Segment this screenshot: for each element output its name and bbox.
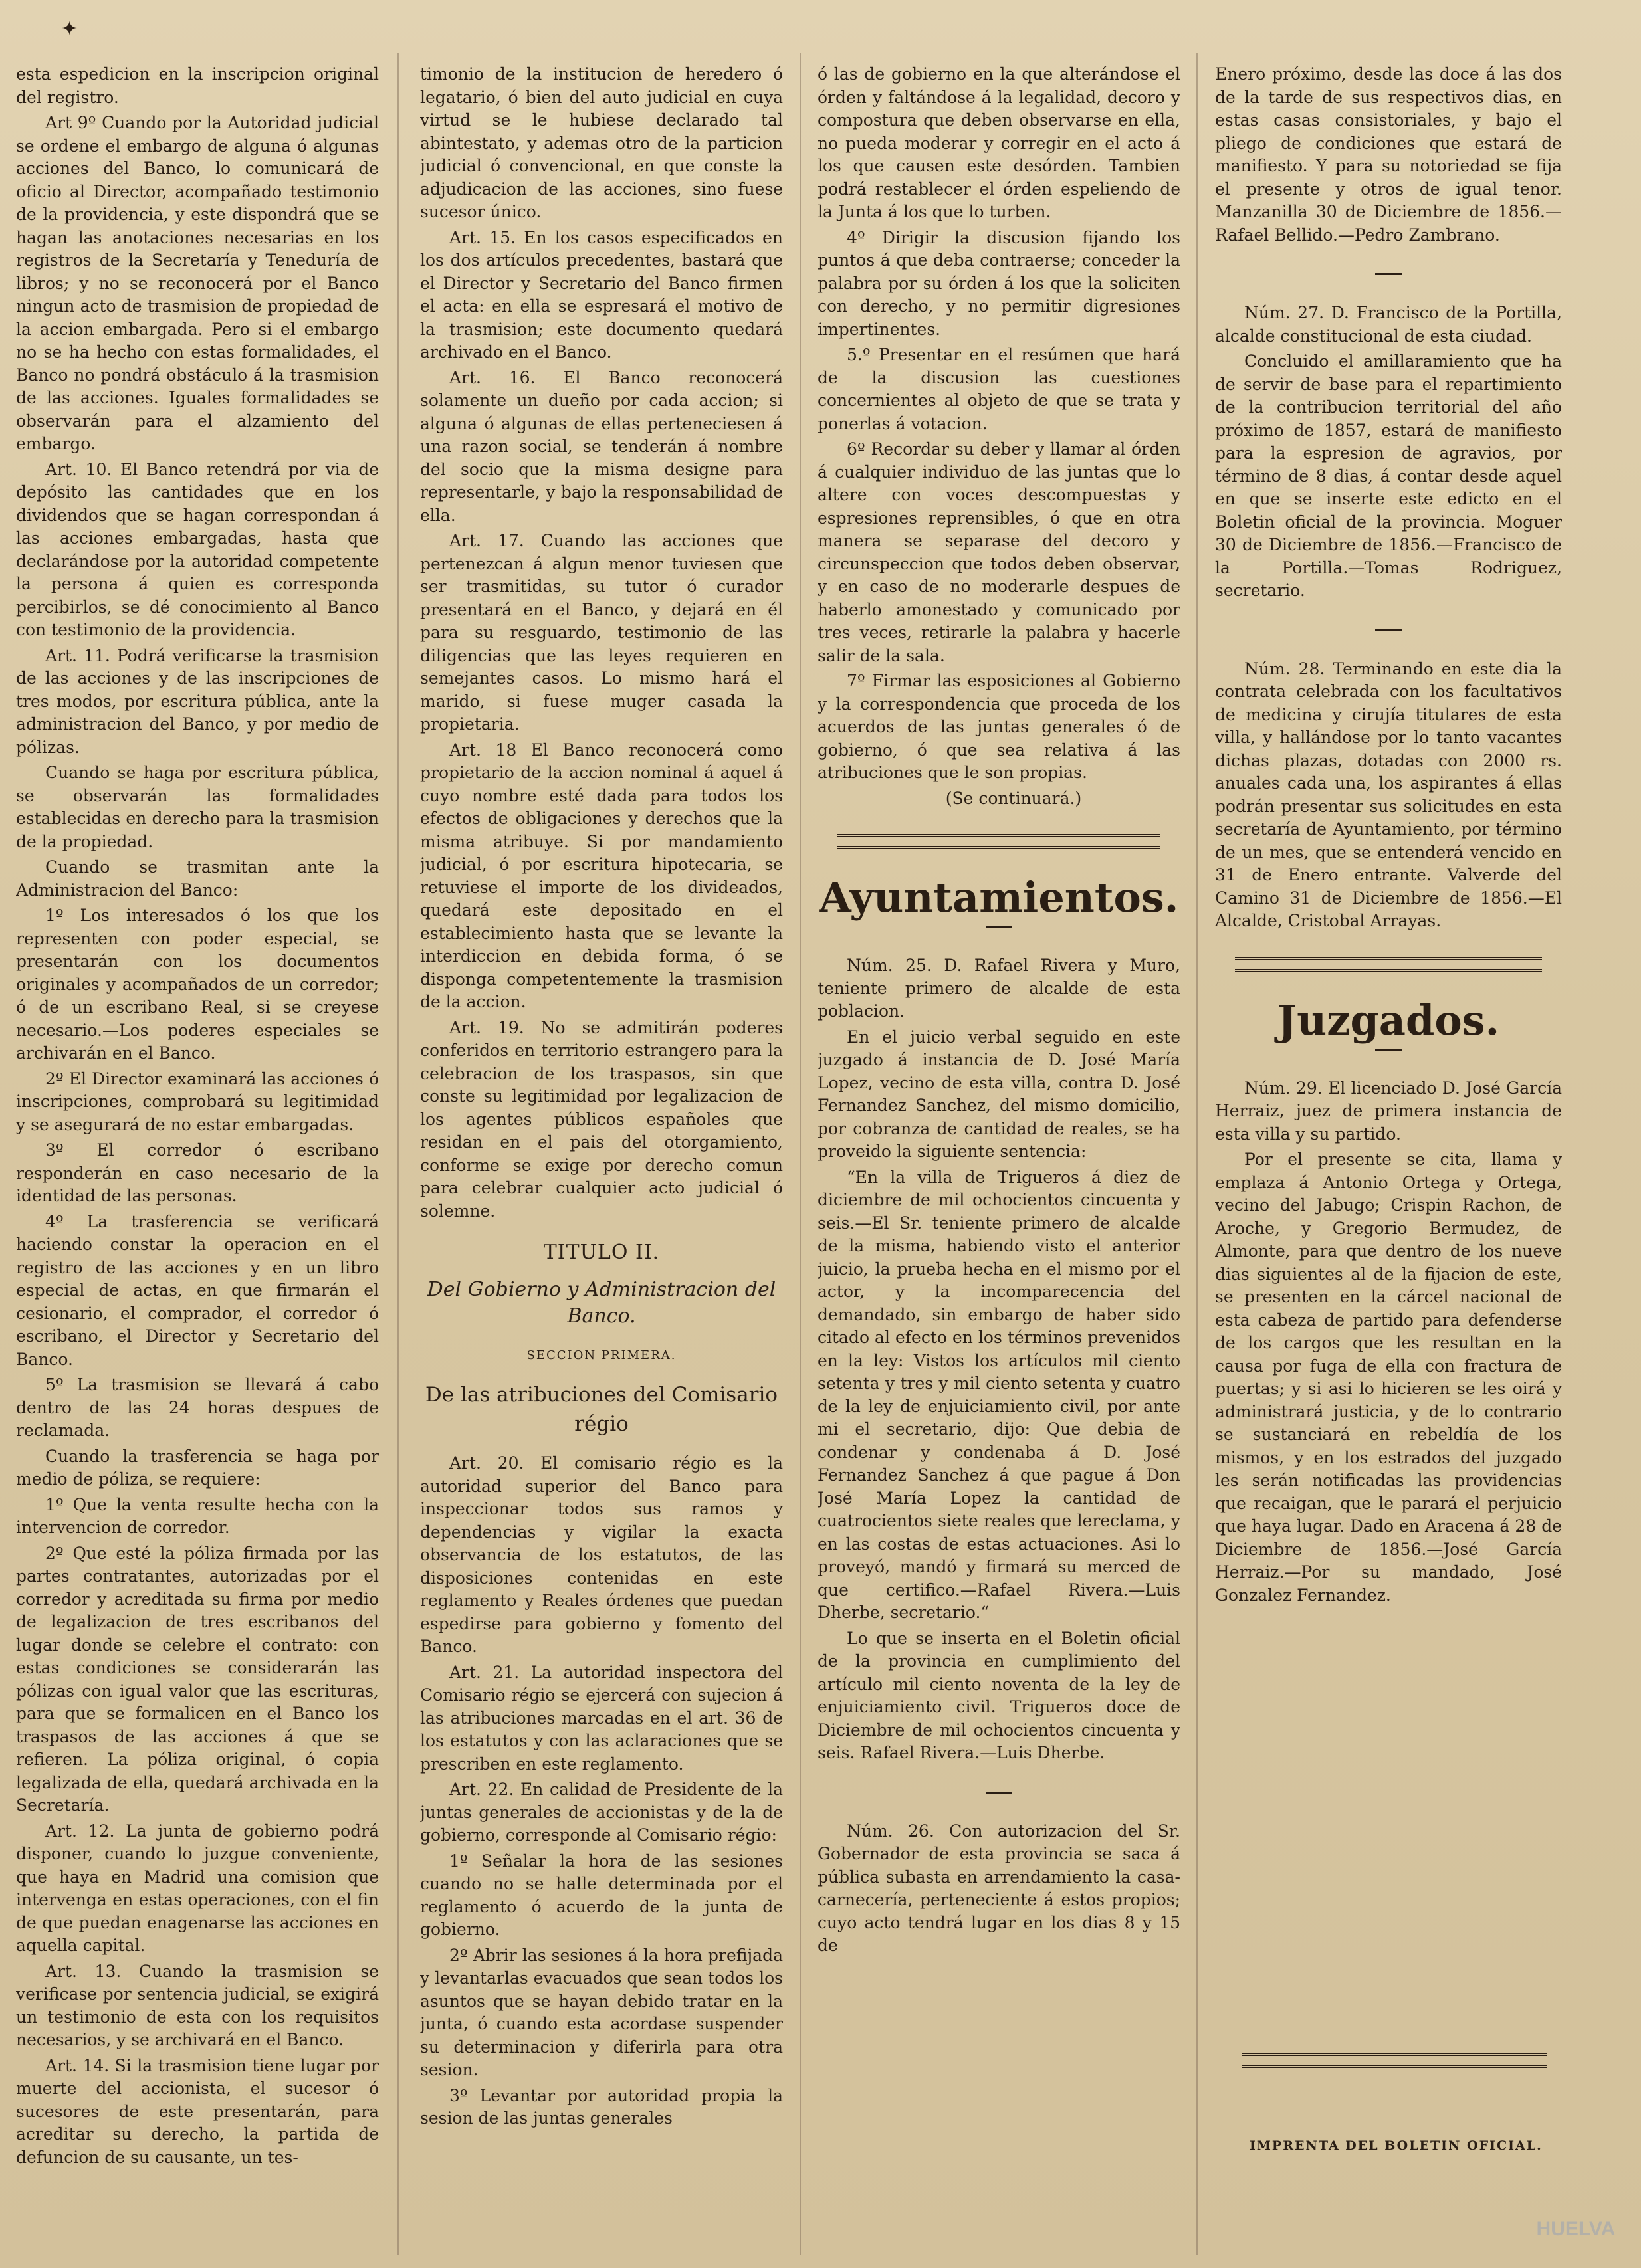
paragraph: Art 9º Cuando por la Autoridad judicial se ordene el embargo de alguna ó algunas acciones del Banco, lo comunicará de oficio al Director, acompañado testimonio de la providencia, y este dispondrá que se hagan las anotaciones necesarias en los registros de la Secretaría y Teneduría de libros; y no se reconocerá por el Banco ningun acto de trasmision de propiedad de la accion embargada. Pero si el embargo no se ha hecho con estas formalidades, el Banco no pondrá obstáculo á la trasmision de las acciones. Iguales formalidades se observarán para el alzamiento del embargo.	[16, 113, 379, 453]
paragraph: Art. 22. En calidad de Presidente de la juntas generales de accionistas y de la de gobierno, corresponde al Comisario régio:	[420, 1780, 783, 1845]
titulo-heading: TITULO II.	[543, 1241, 660, 1264]
paragraph: Art. 13. Cuando la trasmision se verificase por sentencia judicial, se exigirá un testimonio de esta con los requisitos necesarios, y se archivará en el Banco.	[16, 1961, 379, 2049]
notice-25	[818, 954, 1180, 1765]
notice-26-cont	[1215, 63, 1562, 247]
paragraph: Art. 21. La autoridad inspectora del Comisario régio se ejercerá con sujecion á las atribuciones marcadas en el art. 36 de los estatutos y con las aclaraciones que se prescriben en este reglamento.	[420, 1662, 783, 1774]
paragraph: 1º Que la venta resulte hecha con la intervencion de corredor.	[16, 1495, 379, 1537]
paragraph: Art. 18 El Banco reconocerá como propietario de la accion nominal á aquel á cuyo nombre esté dada para todos los efectos de obligaciones y derechos que la misma atribuye. Si por mandamiento judicial, ó por escritura hipotecaria, se retuviese el importe de los divideados, quedará este depositado en el establecimiento hasta que se levante la interdiccion en debida forma, ó se disponga competentemente la trasmision de la accion.	[420, 740, 783, 1011]
paragraph: Art. 12. La junta de gobierno podrá disponer, cuando lo juzgue conveniente, que haya en Madrid una comision que intervenga en estas operaciones, con el fin de que puedan enagenarse las acciones en aquella capital.	[16, 1821, 379, 1955]
paragraph: 6º Recordar su deber y llamar al órden á cualquier individuo de las juntas que lo altere con voces descompuestas y espresiones reprensibles, ó que en otra manera se separase del decoro y circunspeccion que todos deben observar, y en caso de no moderarle despues de haberlo amonestado y comunicado por tres veces, retirarle la palabra y hacerle salir de la sala.	[818, 439, 1180, 665]
paragraph: Núm. 28. Terminando en este dia la contrata celebrada con los facultativos de medicina y cirujía titulares de esta villa, y hallándose por lo tanto vacantes dichas plazas, dotadas con 2000 rs. anuales cada una, los aspirantes á ellas podrán presentar sus solicitudes en esta secretaría de Ayuntamiento, por término de un mes, que se entenderá vencido en 31 de Enero entrante. Valverde del Camino 31 de Diciembre de 1856.—El Alcalde, Cristobal Arrayas.	[1215, 659, 1562, 930]
paragraph: Cuando la trasferencia se haga por medio de póliza, se requiere:	[16, 1446, 379, 1489]
paragraph: 2º Abrir las sesiones á la hora prefijada y levantarlas evacuados que sean todos los asuntos que se hayan debido tratar en la junta, ó cuando esta acordase suspender su determinacion y diferirla para otra sesion.	[420, 1945, 783, 2079]
column-2-articles-cont	[420, 1452, 783, 2130]
notice-separator	[986, 1792, 1012, 1794]
paragraph: 5º La trasmision se llevará á cabo dentro de las 24 horas despues de reclamada.	[16, 1375, 379, 1440]
paragraph: 3º El corredor ó escribano responderán en caso necesario de la identidad de las personas.	[16, 1140, 379, 1205]
section-divider	[1235, 957, 1542, 972]
paragraph: Cuando se haga por escritura pública, se observarán las formalidades establecidas en derecho para la trasmision de la propiedad.	[16, 763, 379, 851]
paragraph: Art. 16. El Banco reconocerá solamente un dueño por cada accion; si alguna ó algunas de ellas perteneciesen á una razon social, se tenderán á nombre del socio que la misma designe para representarle, y bajo la responsabilidad de ella.	[420, 367, 783, 525]
paragraph: 4º Dirigir la discusion fijando los puntos á que deba contraerse; conceder la palabra por su órden á los que la soliciten con derecho, y no permitir digresiones impertinentes.	[818, 227, 1180, 339]
imprenta-footer: IMPRENTA DEL BOLETIN OFICIAL.	[1250, 2138, 1543, 2153]
column-rule	[800, 53, 801, 2255]
notice-26	[818, 1820, 1180, 1958]
paragraph: Lo que se inserta en el Boletin oficial de la provincia en cumplimiento del artículo mil ciento noventa de la ley de enjuiciamiento civil. Trigueros doce de Diciembre de mil ochocientos cincuenta y seis. Rafael Rivera.—Luis Dherbe.	[818, 1628, 1180, 1762]
column-2-articles	[420, 63, 783, 1223]
paragraph: Concluido el amillaramiento que ha de servir de base para el repartimiento de la contribucion territorial del año próximo de 1857, estará de manifiesto para la espresion de agravios, por término de 8 dias, á contar desde aquel en que se inserte este edicto en el Boletin oficial de la provincia. Moguer 30 de Diciembre de 1856.—Francisco de la Portilla.—Tomas Rodriguez, secretario.	[1215, 352, 1562, 600]
archive-stamp	[1526, 2201, 1626, 2258]
paragraph: 2º El Director examinará las acciones ó inscripciones, comprobará su legitimidad y se asegurará de no estar embargadas.	[16, 1069, 379, 1134]
paragraph: 7º Firmar las esposiciones al Gobierno y la correspondencia que proceda de los acuerdos de las juntas generales ó de gobierno, ó que sea relativa á las atribuciones que le son propias.	[818, 671, 1180, 782]
column-1-text	[16, 63, 379, 2169]
heading-dash	[986, 926, 1012, 928]
atribuciones-heading: De las atribuciones del Comisario régio	[425, 1383, 778, 1436]
notice-separator	[1375, 629, 1402, 631]
notice-27	[1215, 302, 1562, 603]
paragraph: 5.º Presentar en el resúmen que hará de la discusion las cuestiones concernientes al objeto de que se trata y ponerlas á votacion.	[818, 345, 1180, 433]
column-3	[818, 63, 1180, 2228]
seccion-heading: SECCION PRIMERA.	[526, 1348, 677, 1362]
paragraph: Núm. 27. D. Francisco de la Portilla, alcalde constitucional de esta ciudad.	[1215, 303, 1562, 346]
column-rule	[1196, 53, 1198, 2255]
heading-dash	[1375, 1049, 1402, 1051]
paragraph: 1º Los interesados ó los que los representen con poder especial, se presentarán con los documentos originales y acompañados de un corredor; ó de un escribano Real, si se creyese necesario.—Los poderes especiales se archivarán en el Banco.	[16, 906, 379, 1063]
paragraph: Cuando se trasmitan ante la Administracion del Banco:	[16, 857, 379, 900]
paragraph: “En la villa de Trigueros á diez de diciembre de mil ochocientos cincuenta y seis.—El Sr. teniente primero de alcalde de la misma, habiendo visto el anterior juicio, la prueba hecha en el mismo por el actor, y la incomparecencia del demandado, sin embargo de haber sido citado al efecto en los términos prevenidos en la ley: Vistos los artículos mil ciento setenta y tres y mil ciento setenta y cuatro de la ley de enjuiciamiento civil, por ante mi el secretario, dijo: Que debia de condenar y condenaba á D. José Fernandez Sanchez á que pague á Don José María Lopez la cantidad de cuatrocientos siete reales que lereclama, y en las costas de estas actuaciones. Asi lo proveyó, mandó y firmará su merced de que certifico.—Rafael Rivera.—Luis Dherbe, secretario.“	[818, 1167, 1180, 1622]
paragraph: Por el presente se cita, llama y emplaza á Antonio Ortega y Ortega, vecino del Jabugo; Crispin Rachon, de Aroche, y Gregorio Bermudez, de Almonte, para que dentro de los nueve dias siguientes al de la fijacion de este, se presenten en la cárcel nacional de esta cabeza de partido para defenderse de los cargos que les resultan en la causa por fuga de ella con fractura de puertas; y si asi lo hicieren se les oirá y administrará justicia, y de lo contrario se sustanciará en rebeldía de los mismos, y en los estrados del juzgado les serán notificadas las providencias que recaigan, que le parará el perjuicio que haya lugar. Dado en Aracena á 28 de Diciembre de 1856.—José García Herraiz.—Por su mandado, José Gonzalez Fernandez.	[1215, 1150, 1562, 1605]
closing-divider	[1242, 2053, 1547, 2068]
paragraph: Art. 15. En los casos especificados en los dos artículos precedentes, bastará que el Director y Secretario del Banco firmen el acta: en ella se espresará el motivo de la trasmision; este documento quedará archivado en el Banco.	[420, 227, 783, 361]
paragraph: Enero próximo, desde las doce á las dos de la tarde de sus respectivos dias, en estas casas consistoriales, y bajo el pliego de condiciones que estará de manifiesto. Y para su notoriedad se fija el presente y otros de igual tenor. Manzanilla 30 de Diciembre de 1856.—Rafael Bellido.—Pedro Zambrano.	[1215, 64, 1562, 245]
paragraph: esta espedicion en la inscripcion original del registro.	[16, 64, 379, 107]
paragraph: Núm. 26. Con autorizacion del Sr. Gobernador de esta provincia se saca á pública subasta en arrendamiento la casa-carnecería, perteneciente á estos propios; cuyo acto tendrá lugar en los dias 8 y 15 de	[818, 1821, 1180, 1955]
column-1	[16, 63, 379, 2228]
ayuntamientos-heading: Ayuntamientos.	[819, 873, 1179, 922]
archive-stamp-text: HUELVA	[1536, 2218, 1616, 2240]
notice-28	[1215, 658, 1562, 933]
paragraph: Art. 20. El comisario régio es la autoridad superior del Banco para inspeccionar todos sus ramos y dependencias y vigilar la exacta observancia de los estatutos, de las disposiciones contenidas en este reglamento y Reales órdenes que puedan espedirse para gobierno y fomento del Banco.	[420, 1453, 783, 1656]
corner-mark: ✦	[61, 17, 78, 41]
paragraph: Núm. 25. D. Rafael Rivera y Muro, teniente primero de alcalde de esta poblacion.	[818, 956, 1180, 1021]
paragraph: Núm. 29. El licenciado D. José García Herraiz, juez de primera instancia de esta villa y su partido.	[1215, 1078, 1562, 1144]
column-4	[1215, 63, 1562, 2228]
paragraph: Art. 11. Podrá verificarse la trasmision de las acciones y de las inscripciones de tres modos, por escritura pública, ante la administracion del Banco, y por medio de pólizas.	[16, 645, 379, 757]
notice-29	[1215, 1077, 1562, 1607]
paragraph: Art. 17. Cuando las acciones que pertenezcan á algun menor tuviesen que ser trasmitidas, su tutor ó curador presentará en el Banco, y dejará en él para su resguardo, testimonio de las diligencias que las leyes requieren en semejantes casos. Lo mismo hará el marido, si fuese muger casada la propietaria.	[420, 531, 783, 734]
column-3-articles	[818, 63, 1180, 785]
paragraph: 2º Que esté la póliza firmada por las partes contratantes, autorizadas por el corredor y acreditada su firma por medio de legalizacion de tres escribanos del lugar donde se celebre el contrato: con estas condiciones se considerarán las pólizas con igual valor que las escrituras, para que se formalicen en el Banco los traspasos de las acciones á que se refieren. La póliza original, ó copia legalizada de ella, quedará archivada en la Secretaría.	[16, 1543, 379, 1815]
paragraph: Art. 14. Si la trasmision tiene lugar por muerte del accionista, el sucesor ó sucesores de este presentarán, para acreditar su derecho, la partida de defuncion de su causante, un tes-	[16, 2055, 379, 2167]
column-2	[420, 63, 783, 2228]
paragraph: En el juicio verbal seguido en este juzgado á instancia de D. José María Lopez, vecino de esta villa, contra D. José Fernandez Sanchez, del mismo domicilio, por cobranza de cantidad de reales, se ha proveido la siguiente sentencia:	[818, 1027, 1180, 1161]
column-rule	[397, 53, 399, 2255]
continuara-note: (Se continuará.)	[945, 788, 1082, 808]
juzgados-heading: Juzgados.	[1277, 995, 1500, 1045]
paragraph: ó las de gobierno en la que alterándose el órden y faltándose á la legalidad, decoro y compostura que deben observarse en ella, no pueda moderar y corregir en el acto á los que causen este desórden. Tambien podrá restablecer el órden espeliendo de la Junta á los que lo turben.	[818, 64, 1180, 221]
notice-separator	[1375, 273, 1402, 275]
paragraph: Art. 10. El Banco retendrá por via de depósito las cantidades que en los dividendos que se hagan correspondan á las acciones embargadas, hasta que declarándose por la autoridad competente la persona á quien es corresponda percibirlos, se dé conocimiento al Banco con testimonio de la providencia.	[16, 459, 379, 639]
paragraph: 4º La trasferencia se verificará haciendo constar la operacion en el registro de las acciones y en un libro especial de actas, en que firmarán el cesionario, el comprador, el corredor ó escribano, el Director y Secretario del Banco.	[16, 1211, 379, 1369]
section-divider	[837, 834, 1160, 849]
paragraph: timonio de la institucion de heredero ó legatario, ó bien del auto judicial en cuya virtud se le hubiese declarado tal abintestato, y ademas otro de la particion judicial ó convencional, en que conste la adjudicacion de las acciones, sino fuese sucesor único.	[420, 64, 783, 221]
titulo-subtitle: Del Gobierno y Administracion del Banco.	[427, 1277, 776, 1328]
paragraph: 3º Levantar por autoridad propia la sesion de las juntas generales	[420, 2085, 783, 2128]
paragraph: 1º Señalar la hora de las sesiones cuando no se halle determinada por el reglamento ó acuerdo de la junta de gobierno.	[420, 1851, 783, 1939]
paragraph: Art. 19. No se admitirán poderes conferidos en territorio estrangero para la celebracion de los traspasos, sin que conste su legitimidad por legalizacion de los agentes públicos españoles que residan en el pais del otorgamiento, conforme se exige por derecho comun para celebrar cualquier acto judicial ó solemne.	[420, 1017, 783, 1221]
